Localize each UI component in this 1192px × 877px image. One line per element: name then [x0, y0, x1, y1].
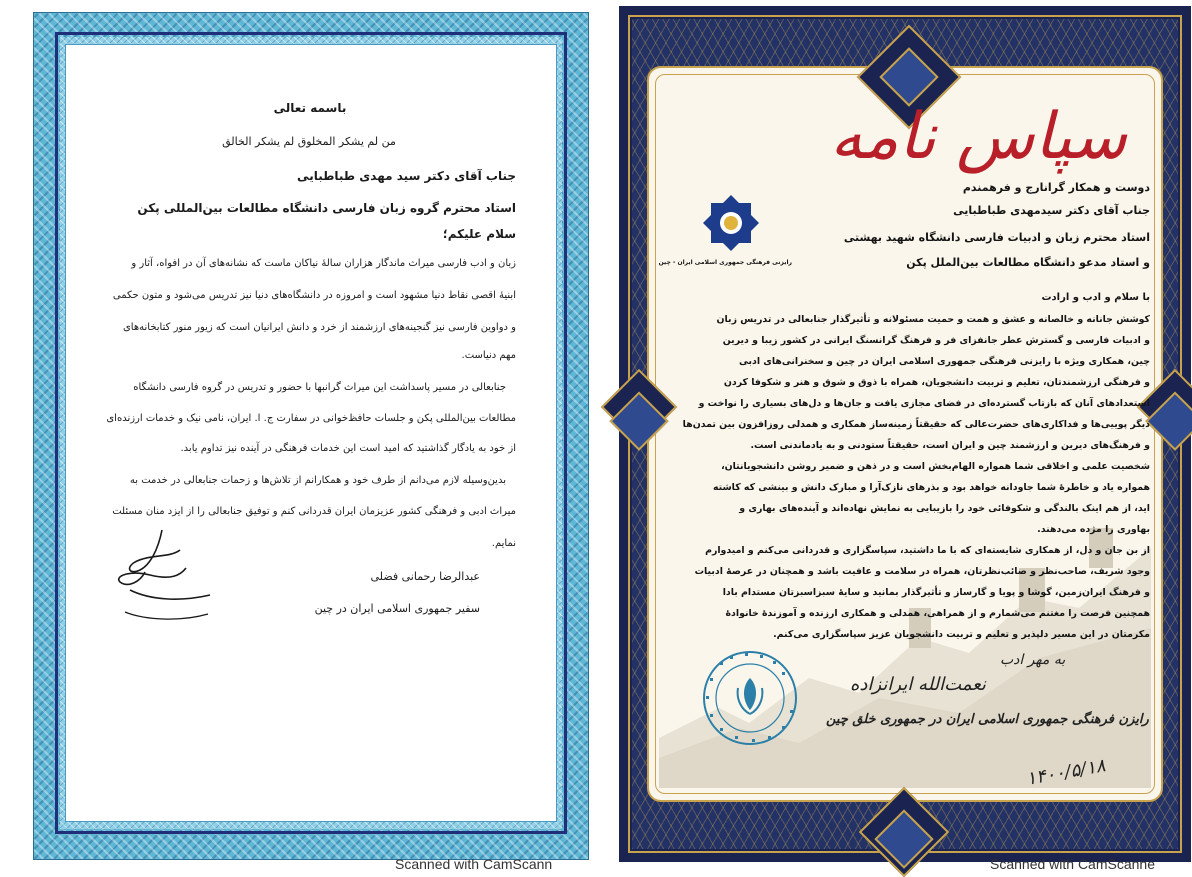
cert-body-line: وجود شریف، صاحب‌نظر و صائب‌نظرتان، همراه در سلامت و عافیت باشد و همچنان در عرصهٔ ادبیات: [694, 566, 1150, 577]
cert-salutation: با سلام و ادب و ارادت: [1041, 292, 1150, 303]
letter-body-line: از خود به یادگار گذاشتید که امید است این خدمات فرهنگی در آینده نیز تداوم یابد.: [180, 443, 516, 454]
letter-paper: [65, 44, 557, 822]
cert-title: سپاس نامه: [830, 100, 1127, 174]
cert-body-line: کوشش جانانه و خالصانه و عشق و همت و حمیت مسئولانه و تأثیرگذار جنابعالی در تدریس زبان: [716, 314, 1150, 325]
letter-body-line: و دواوین فارسی نیز گنجینه‌های ارزشمند از خرد و دانش ایرانیان است که زیور منور کتابخانه‌های: [122, 322, 516, 333]
scanned-watermark-right: Scanned with CamScanne: [990, 856, 1155, 872]
letter-body-line: جنابعالی در مسیر پاسداشت این میراث گرانبها با حضور و تدریس در گروه فارسی دانشگاه: [133, 382, 506, 393]
cert-body-line: استعدادهای آنان که بازتاب گسترده‌ای در فضای مجازی یافت و جان‌ها و دل‌های بسیاری را نواخت و: [698, 398, 1150, 409]
cert-body-line: شخصیت علمی و اخلاقی شما همواره الهام‌بخش است و در ذهن و ضمیر روشن دانشجویانتان،: [721, 461, 1150, 472]
letter-greeting: سلام علیکم؛: [442, 227, 516, 241]
letter-signer-title: سفیر جمهوری اسلامی ایران در چین: [314, 602, 480, 615]
cert-body-line: و فرهنگ‌های دیرین و ارزشمند چین و ایران است، حقیقتاً ستودنی و به یادماندنی است.: [750, 440, 1150, 451]
letter-body-line: ابنیهٔ اقصی نقاط دنیا مشهود است و امروزه در دانشگاه‌های دنیا نیز تدریس می‌شود و متون حکمی: [112, 290, 516, 301]
cert-date: ۱۴۰۰/۵/۱۸: [1024, 755, 1108, 790]
letter-hadith: من لم یشکر المخلوق لم یشکر الخالق: [222, 135, 396, 148]
cert-body-line: همچنین فرصت را مغتنم می‌شمارم و از همراهی، همدلی و همکاری ارزنده و آموزندهٔ خانوادهٔ: [725, 608, 1150, 619]
cert-body-line: همواره یاد و خاطرهٔ شما جاودانه خواهد بود و بذرهای نازک‌آرا و مبارک دانش و بینشی که کاشته: [712, 482, 1150, 493]
cert-body-line: دیگر پوییی‌ها و فداکاری‌های حضرت‌عالی که حقیقتاً زمینه‌ساز همکاری و همدلی روزافزون بین تمدن‌ها: [682, 419, 1150, 430]
letter-heading: باسمه تعالی: [273, 101, 347, 115]
cert-closing: به مهر ادب: [1000, 652, 1066, 668]
letter-signature: [110, 520, 220, 630]
cert-body-line: مکرمتان در این مسیر دلپذیر و تعلیم و تربیت دانشجویان عزیز سپاسگزاری می‌کنم.: [773, 629, 1150, 640]
cert-address-line: و استاد مدعو دانشگاه مطالعات بین‌الملل پکن: [906, 256, 1150, 269]
cert-address-line: دوست و همکار گرانارج و فرهمندم: [962, 181, 1150, 194]
letter-body-line: زبان و ادب فارسی میراث ماندگار هزاران سالهٔ نیاکان ماست که نشانه‌های آن در افواه، آثار و: [131, 258, 516, 269]
letter-body-line: بدین‌وسیله لازم می‌دانم از طرف خود و همکارانم از تلاش‌ها و زحمات جنابعالی در خدمت به: [129, 475, 506, 486]
cert-body-line: چین، همکاری ویژه با رایزنی فرهنگی جمهوری اسلامی ایران در چین و سخنرانی‌های ادبی: [739, 356, 1150, 367]
cert-body-line: از بن جان و دل، از همکاری شایسته‌ای که با ما داشتید، سپاسگزاری و قدردانی می‌کنم و امیدوارم: [705, 545, 1150, 556]
letter-body-line: مطالعات بین‌المللی پکن و جلسات حافظ‌خوانی در سفارت ج. ا. ایران، نامی نیک و خدمات ارزنده‌ای: [106, 413, 516, 424]
cert-body-line: و ادبیات فارسی و گسترش عطر جانفزای فر و فرهنگ گرانسنگ ایرانی در کشور زیبا و دیرین: [722, 335, 1150, 346]
cert-body-line: و فرهنگی ارزشمندتان، تعلیم و تربیت دانشجویان، همراه با ذوق و شوق و هنر و شکوفا کردن: [723, 377, 1150, 388]
letter-body-line: میراث ادبی و فرهنگی کشور عزیزمان ایران قدردانی کنم و توفیق جنابعالی را از ایزد منان مسئلت: [112, 506, 516, 517]
letter-body-line: نمایم.: [491, 538, 516, 549]
logo-caption: رایزنی فرهنگی جمهوری اسلامی ایران - چین: [658, 259, 792, 266]
official-seal: [700, 648, 800, 748]
cert-body-line: بهاوری را مژده می‌دهند.: [1037, 524, 1150, 535]
scanned-watermark-left: Scanned with CamScann: [395, 856, 553, 872]
cert-body-line: و فرهنگ ایران‌زمین، گوشا و پویا و گارساز و تأثیرگذار بمانید و سایهٔ سبزاسبزتان مستدام بادا: [722, 587, 1150, 598]
cert-signer-name: نعمت‌الله ایرانزاده: [850, 674, 986, 695]
cert-signer-title: رایزن فرهنگی جمهوری اسلامی ایران در جمهوری خلق چین: [826, 712, 1149, 727]
cert-address-line: جناب آقای دکتر سیدمهدی طباطبایی: [953, 204, 1150, 217]
cultural-office-logo: [701, 193, 761, 251]
cert-body-line: اید، از هم اینک بالندگی و شکوفائی خود را بازیبایی به نمایش نهاده‌اند و آینده‌های بهاری و: [739, 503, 1150, 514]
letter-recipient-name: جناب آقای دکتر سید مهدی طباطبایی: [297, 169, 516, 183]
letter-body-line: مهم دنیاست.: [461, 350, 516, 361]
cert-address-line: استاد محترم زبان و ادبیات فارسی دانشگاه شهید بهشتی: [843, 231, 1150, 244]
letter-signer-name: عبدالرضا رحمانی فضلی: [370, 570, 480, 583]
letter-recipient-title: استاد محترم گروه زبان فارسی دانشگاه مطالعات بین‌المللی پکن: [137, 201, 516, 215]
